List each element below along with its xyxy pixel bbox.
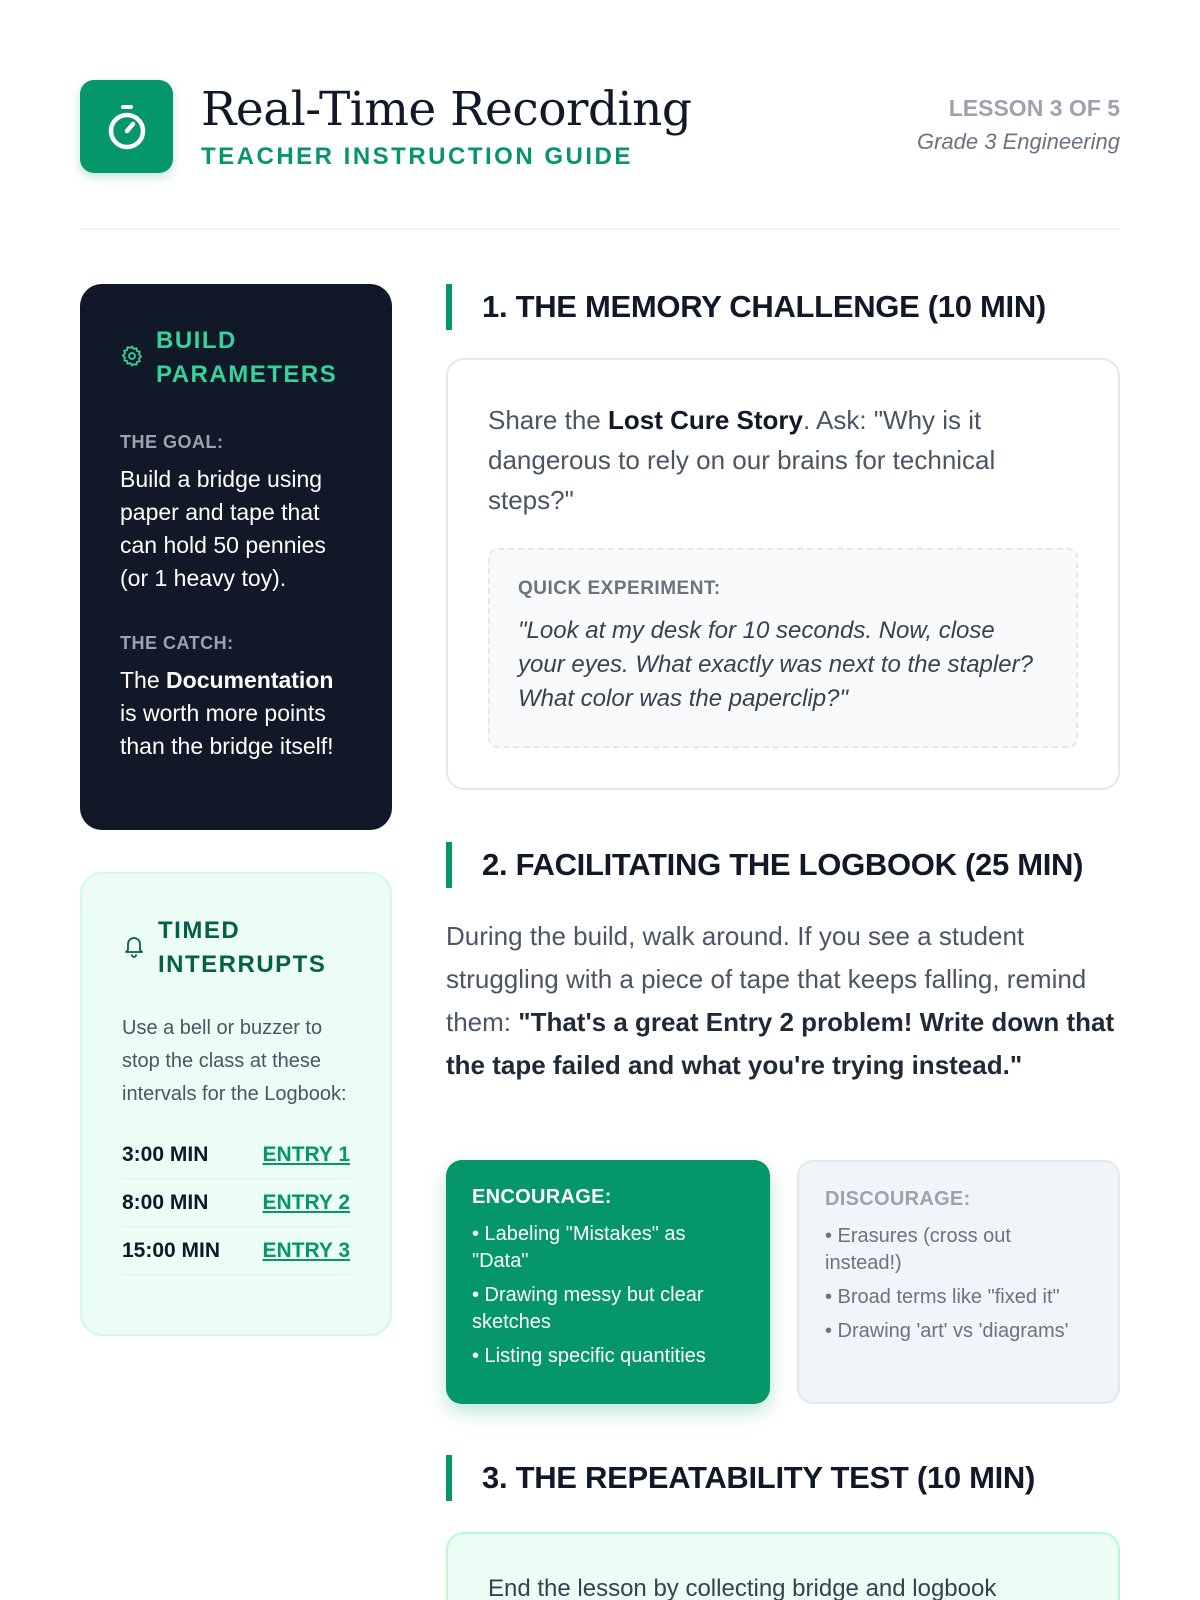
goal-text: Build a bridge using paper and tape that can hold 50 pennies (or 1 heavy toy).	[120, 466, 326, 591]
encourage-list	[472, 1221, 744, 1370]
quick-experiment-text: "Look at my desk for 10 seconds. Now, close your eyes. What exactly was next to the stapler? What color was the paperclip?"	[518, 617, 1033, 712]
header-divider	[80, 228, 1120, 230]
section-1-text-post: . Ask: "Why is it dangerous to rely on our brains for technical steps?"	[488, 405, 996, 515]
list-item: • Labeling "Mistakes" as "Data"	[472, 1223, 686, 1272]
interval-row	[122, 1227, 350, 1275]
list-item: • Erasures (cross out instead!)	[825, 1225, 1011, 1274]
discourage-label: DISCOURAGE:	[825, 1188, 971, 1210]
build-parameters-card	[80, 284, 392, 830]
discourage-card	[797, 1160, 1120, 1404]
stopwatch-icon	[80, 80, 173, 173]
goal-label: THE GOAL:	[120, 432, 224, 452]
section-2-heading: 2. FACILITATING THE LOGBOOK (25 MIN)	[446, 842, 1120, 888]
quick-experiment-label: QUICK EXPERIMENT:	[518, 578, 721, 599]
timed-interrupts-title: TIMED INTERRUPTS	[158, 917, 327, 978]
interval-time: 3:00 MIN	[122, 1142, 209, 1166]
section-3-card	[446, 1532, 1120, 1600]
interval-entry-link[interactable]: ENTRY 1	[262, 1142, 350, 1166]
section-1-heading: 1. THE MEMORY CHALLENGE (10 MIN)	[446, 284, 1120, 330]
discourage-list	[825, 1223, 1092, 1345]
page-title: Real-Time Recording	[201, 82, 692, 137]
interrupts-intro: Use a bell or buzzer to stop the class at these intervals for the Logbook:	[122, 1017, 347, 1105]
interval-list	[122, 1131, 350, 1275]
section-1-text-pre: Share the	[488, 405, 608, 435]
catch-text-bold: Documentation	[166, 667, 334, 693]
encourage-card	[446, 1160, 770, 1404]
bell-icon	[122, 933, 146, 964]
quick-experiment-box	[488, 548, 1078, 748]
section-2-text	[446, 915, 1120, 1087]
interval-row	[122, 1131, 350, 1179]
interval-time: 8:00 MIN	[122, 1190, 209, 1214]
catch-text-pre: The	[120, 667, 167, 693]
interval-entry-link[interactable]: ENTRY 2	[262, 1190, 350, 1214]
page-subtitle: TEACHER INSTRUCTION GUIDE	[201, 143, 633, 170]
list-item: • Drawing 'art' vs 'diagrams'	[825, 1320, 1069, 1342]
gear-icon	[120, 344, 144, 373]
build-parameters-header	[120, 324, 352, 392]
section-1-card	[446, 358, 1120, 790]
timed-interrupts-header	[122, 914, 350, 982]
list-item: • Listing specific quantities	[472, 1345, 706, 1367]
interval-entry-link[interactable]: ENTRY 3	[262, 1238, 350, 1262]
page-header	[80, 80, 1120, 180]
interval-row	[122, 1179, 350, 1227]
section-2-text-bold: "That's a great Entry 2 problem! Write down that the tape failed and what you're trying instead."	[446, 1007, 1115, 1080]
section-1-text-bold: Lost Cure Story	[607, 405, 804, 435]
section-3-text: End the lesson by collecting bridge and logbook	[488, 1575, 997, 1600]
section-1-text	[488, 400, 1078, 520]
section-2-text-pre: During the build, walk around. If you see a student struggling with a piece of tape that keeps falling, remind them:	[446, 921, 1087, 1037]
section-3-heading: 3. THE REPEATABILITY TEST (10 MIN)	[446, 1455, 1120, 1501]
list-item: • Drawing messy but clear sketches	[472, 1284, 704, 1333]
catch-text-post: is worth more points than the bridge itself!	[120, 700, 334, 759]
encourage-label: ENCOURAGE:	[472, 1186, 612, 1208]
catch-text	[120, 664, 352, 763]
catch-label: THE CATCH:	[120, 633, 234, 653]
grade-label: Grade 3 Engineering	[916, 129, 1120, 154]
list-item: • Broad terms like "fixed it"	[825, 1286, 1060, 1308]
interval-time: 15:00 MIN	[122, 1238, 221, 1262]
lesson-indicator: LESSON 3 OF 5	[948, 95, 1120, 121]
timed-interrupts-card	[80, 872, 392, 1336]
build-parameters-title: BUILD PARAMETERS	[156, 327, 338, 388]
